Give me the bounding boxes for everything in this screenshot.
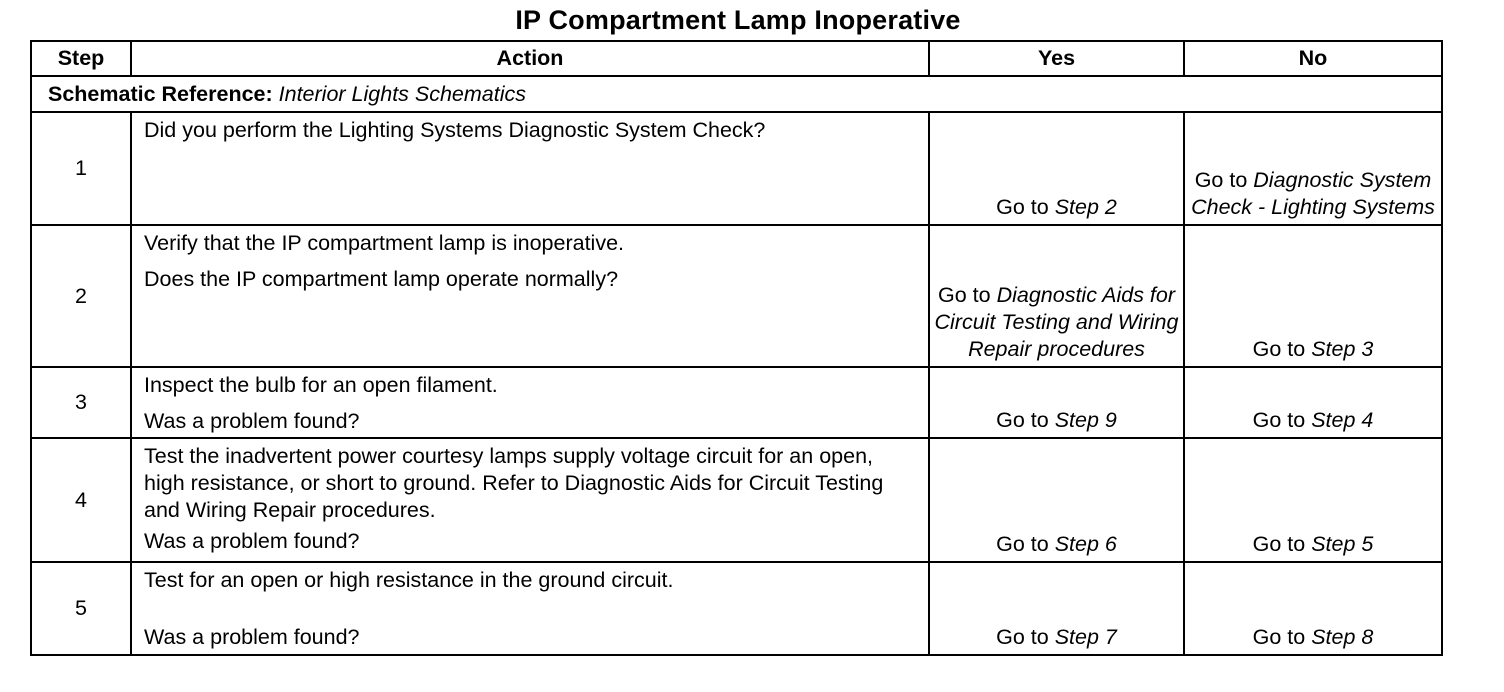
step-number: 1 — [31, 112, 131, 225]
goto-prefix: Go to — [1252, 625, 1306, 649]
table-row — [31, 367, 1442, 438]
header-yes: Yes — [929, 41, 1184, 76]
yes-cell[interactable] — [929, 562, 1184, 655]
header-row — [31, 41, 1442, 76]
header-action: Action — [131, 41, 929, 76]
step-number: 3 — [31, 367, 131, 438]
action-cell — [131, 562, 929, 655]
action-cell — [131, 438, 929, 562]
action-text: Did you perform the Lighting Systems Diagnostic System Check? — [144, 118, 766, 142]
table-row — [31, 225, 1442, 367]
header-no: No — [1184, 41, 1442, 76]
goto-target[interactable]: Diagnostic System Check - Lighting Systems — [1191, 168, 1435, 219]
goto-prefix: Go to — [996, 625, 1049, 649]
action-cell — [131, 112, 929, 225]
goto-target[interactable]: Step 7 — [1054, 625, 1117, 649]
goto-target[interactable]: Diagnostic Aids for Circuit Testing and Wiring Repair procedures — [934, 283, 1179, 361]
goto-prefix: Go to — [1252, 532, 1306, 556]
no-cell[interactable] — [1184, 225, 1442, 367]
step-number: 4 — [31, 438, 131, 562]
diagnostic-table — [30, 40, 1443, 656]
goto-prefix: Go to — [1194, 168, 1248, 192]
action-question: Does the IP compartment lamp operate normally? — [144, 267, 619, 291]
goto-target[interactable]: Step 2 — [1054, 195, 1117, 219]
yes-cell[interactable] — [929, 225, 1184, 367]
yes-cell[interactable] — [929, 112, 1184, 225]
step-number: 5 — [31, 562, 131, 655]
goto-prefix: Go to — [996, 532, 1049, 556]
action-question: Was a problem found? — [144, 625, 360, 649]
no-cell[interactable] — [1184, 562, 1442, 655]
goto-prefix: Go to — [996, 408, 1049, 432]
schematic-reference — [31, 76, 1442, 112]
goto-target[interactable]: Step 4 — [1311, 408, 1374, 432]
goto-prefix: Go to — [996, 195, 1049, 219]
no-cell[interactable] — [1184, 438, 1442, 562]
goto-target[interactable]: Step 8 — [1311, 625, 1374, 649]
schematic-label: Schematic Reference: — [48, 81, 273, 106]
goto-prefix: Go to — [1252, 408, 1306, 432]
action-cell — [131, 367, 929, 438]
action-text: Test the inadvertent power courtesy lamps supply voltage circuit for an open, high resistance, or short to ground. Refer to Diagnostic Aids for Circuit Testing and Wiring Repair procedures. — [144, 444, 884, 522]
yes-cell[interactable] — [929, 367, 1184, 438]
no-cell[interactable] — [1184, 367, 1442, 438]
action-text: Verify that the IP compartment lamp is inoperative. — [144, 231, 625, 255]
step-number: 2 — [31, 225, 131, 367]
goto-target[interactable]: Step 6 — [1054, 532, 1117, 556]
goto-target[interactable]: Step 5 — [1311, 532, 1374, 556]
table-row — [31, 438, 1442, 562]
action-text: Inspect the bulb for an open filament. — [144, 373, 498, 397]
action-question: Was a problem found? — [144, 409, 360, 433]
table-row — [31, 562, 1442, 655]
action-question: Was a problem found? — [144, 529, 360, 553]
goto-prefix: Go to — [937, 283, 991, 307]
no-cell[interactable] — [1184, 112, 1442, 225]
goto-prefix: Go to — [1252, 337, 1306, 361]
action-text: Test for an open or high resistance in the ground circuit. — [144, 568, 674, 592]
goto-target[interactable]: Step 9 — [1054, 408, 1117, 432]
yes-cell[interactable] — [929, 438, 1184, 562]
schematic-link[interactable]: Interior Lights Schematics — [278, 81, 527, 106]
goto-target[interactable]: Step 3 — [1311, 337, 1374, 361]
action-cell — [131, 225, 929, 367]
header-step: Step — [31, 41, 131, 76]
document-title: IP Compartment Lamp Inoperative — [515, 5, 961, 35]
table-row — [31, 112, 1442, 225]
schematic-row — [31, 76, 1442, 112]
